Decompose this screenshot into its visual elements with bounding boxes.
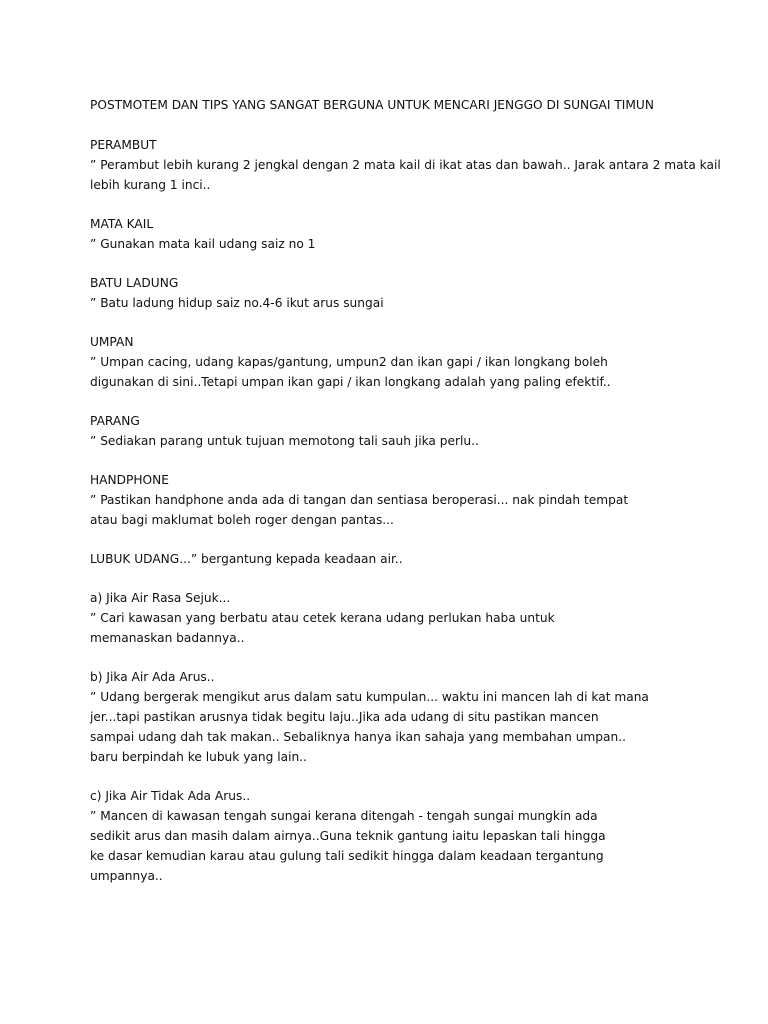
paragraph-line: ˮ Mancen di kawasan tengah sungai kerana ditengah - tengah sungai mungkin ada — [90, 809, 598, 823]
paragraph-line: ˮ Pastikan handphone anda ada di tangan dan sentiasa beroperasi... nak pindah tempat — [90, 493, 629, 507]
section-heading: PERAMBUT — [90, 138, 157, 152]
paragraph-line: ke dasar kemudian karau atau gulung tali sedikit hingga dalam keadaan tergantung — [90, 849, 604, 863]
section-umpan — [90, 332, 690, 392]
section-handphone — [90, 470, 690, 530]
paragraph-line: atau bagi maklumat boleh roger dengan pantas... — [90, 513, 394, 527]
section-air-rasa-sejuk — [90, 588, 690, 648]
paragraph-line: sedikit arus dan masih dalam airnya..Guna teknik gantung iaitu lepaskan tali hingga — [90, 829, 606, 843]
section-heading: BATU LADUNG — [90, 276, 179, 290]
section-mata-kail — [90, 214, 690, 254]
paragraph-line: ˮ Udang bergerak mengikut arus dalam satu kumpulan... waktu ini mancen lah di kat mana — [90, 690, 649, 704]
paragraph-line: baru berpindah ke lubuk yang lain.. — [90, 750, 307, 764]
paragraph-line: ˮ Gunakan mata kail udang saiz no 1 — [90, 237, 316, 251]
section-batu-ladung — [90, 273, 690, 313]
paragraph-line: sampai udang dah tak makan.. Sebaliknya hanya ikan sahaja yang membahan umpan.. — [90, 730, 626, 744]
document-page — [90, 95, 721, 905]
paragraph-line: jer...tapi pastikan arusnya tidak begitu laju..Jika ada udang di situ pastikan mancen — [90, 710, 599, 724]
paragraph-line: ˮ Sediakan parang untuk tujuan memotong tali sauh jika perlu.. — [90, 434, 479, 448]
paragraph-line: ˮ Perambut lebih kurang 2 jengkal dengan 2 mata kail di ikat atas dan bawah.. Jarak antara 2 mata kail — [90, 158, 721, 172]
section-heading: c) Jika Air Tidak Ada Arus.. — [90, 789, 251, 803]
paragraph-line: LUBUK UDANG...ˮ bergantung kepada keadaan air.. — [90, 552, 403, 566]
paragraph-line: ˮ Umpan cacing, udang kapas/gantung, umpun2 dan ikan gapi / ikan longkang boleh — [90, 355, 608, 369]
section-air-ada-arus — [90, 667, 690, 767]
section-heading: UMPAN — [90, 335, 134, 349]
section-lubuk-udang — [90, 549, 690, 569]
document-title: POSTMOTEM DAN TIPS YANG SANGAT BERGUNA UNTUK MENCARI JENGGO DI SUNGAI TIMUN — [90, 98, 654, 112]
paragraph-line: memanaskan badannya.. — [90, 631, 245, 645]
paragraph-line: ˮ Batu ladung hidup saiz no.4-6 ikut arus sungai — [90, 296, 384, 310]
section-parang — [90, 411, 690, 451]
section-perambut — [90, 135, 721, 195]
section-heading: b) Jika Air Ada Arus.. — [90, 670, 215, 684]
paragraph-line: ˮ Cari kawasan yang berbatu atau cetek kerana udang perlukan haba untuk — [90, 611, 555, 625]
section-heading: PARANG — [90, 414, 140, 428]
section-heading: a) Jika Air Rasa Sejuk... — [90, 591, 231, 605]
section-air-tidak-ada-arus — [90, 786, 690, 886]
paragraph-line: umpannya.. — [90, 869, 163, 883]
section-heading: HANDPHONE — [90, 473, 169, 487]
paragraph-line: lebih kurang 1 inci.. — [90, 178, 211, 192]
paragraph-line: digunakan di sini..Tetapi umpan ikan gapi / ikan longkang adalah yang paling efektif.. — [90, 375, 611, 389]
section-heading: MATA KAIL — [90, 217, 154, 231]
